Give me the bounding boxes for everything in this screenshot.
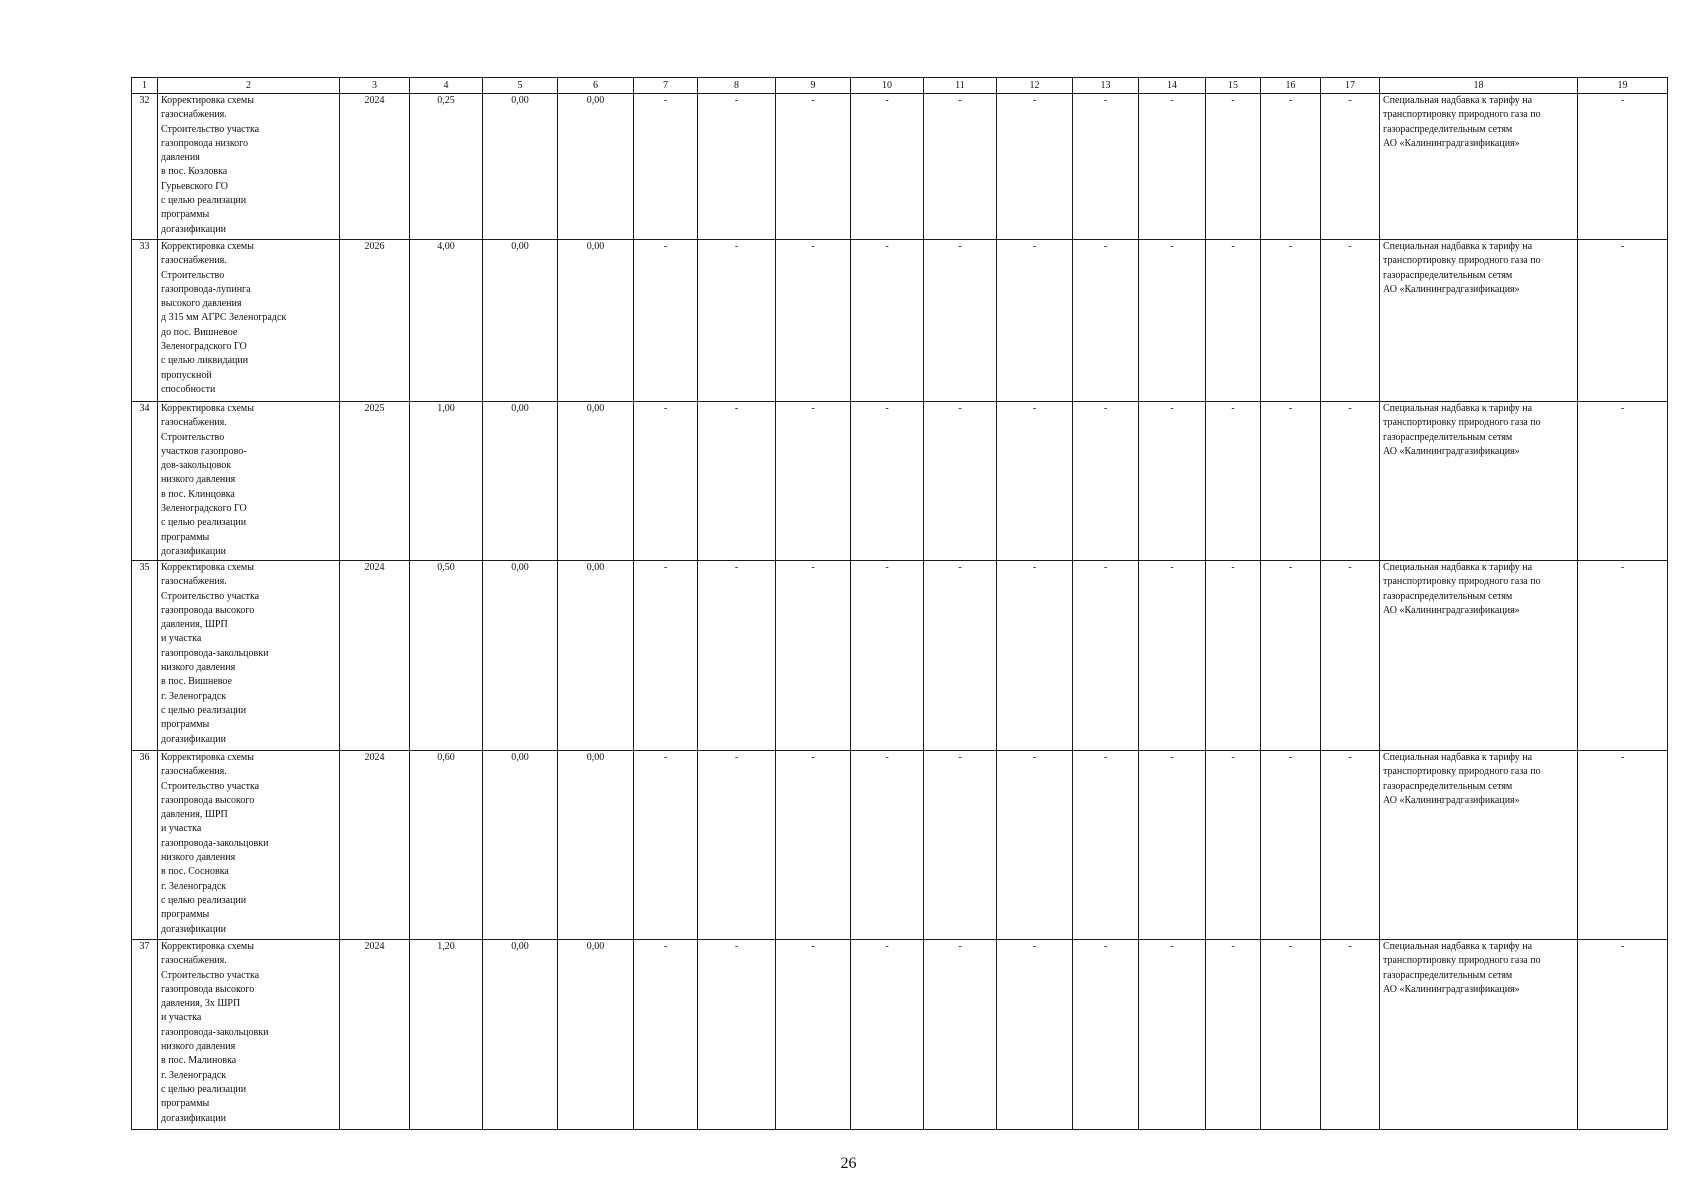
value-cell: - [698, 402, 776, 561]
value-cell: - [1073, 751, 1139, 940]
value-cell: - [776, 94, 851, 240]
value-cell: - [1261, 940, 1321, 1130]
header-row [132, 78, 1668, 94]
value-cell: - [1578, 402, 1668, 561]
value-cell: - [1206, 940, 1261, 1130]
value-cell: - [1206, 240, 1261, 402]
header-cell: 11 [924, 78, 997, 94]
value-cell: - [698, 751, 776, 940]
value-cell: 0,00 [558, 240, 634, 402]
value-cell: - [1073, 561, 1139, 751]
value-cell: - [1073, 940, 1139, 1130]
value-cell: 0,00 [483, 240, 558, 402]
value-cell: - [924, 240, 997, 402]
value-cell: - [1321, 240, 1380, 402]
year-cell: 2024 [340, 751, 410, 940]
funding-source: Специальная надбавка к тарифу на транспортировку природного газа по газораспределительным сетям АО «Калининградгазификация» [1380, 240, 1578, 402]
value-cell: - [1206, 94, 1261, 240]
value-cell: - [924, 94, 997, 240]
value-cell: 0,00 [483, 402, 558, 561]
value-cell: - [1206, 402, 1261, 561]
table-row [132, 561, 1668, 751]
header-cell: 1 [132, 78, 158, 94]
value-cell: - [1321, 561, 1380, 751]
header-cell: 15 [1206, 78, 1261, 94]
value-cell: - [1073, 240, 1139, 402]
value-cell: - [698, 940, 776, 1130]
value-cell: - [1139, 561, 1206, 751]
header-cell: 13 [1073, 78, 1139, 94]
table-row [132, 402, 1668, 561]
header-cell: 17 [1321, 78, 1380, 94]
value-cell: - [634, 402, 698, 561]
value-cell: - [1139, 240, 1206, 402]
value-cell: 0,00 [558, 402, 634, 561]
value-cell: - [634, 240, 698, 402]
value-cell: - [1139, 940, 1206, 1130]
project-name: Корректировка схемы газоснабжения. Строительство участка газопровода низкого давления в пос. Козловка Гурьевского ГО с целью реализации программы догазификации [158, 94, 340, 240]
table-row [132, 751, 1668, 940]
value-cell: - [634, 751, 698, 940]
value-cell: - [1261, 402, 1321, 561]
value-cell: - [997, 751, 1073, 940]
year-cell: 2024 [340, 940, 410, 1130]
value-cell: - [1073, 94, 1139, 240]
value-cell: - [1321, 940, 1380, 1130]
project-name: Корректировка схемы газоснабжения. Строительство участка газопровода высокого давления, ШРП и участка газопровода-закольцовки низкого давления в пос. Вишневое г. Зеленоградск с целью реализации программы догазификации [158, 561, 340, 751]
funding-source: Специальная надбавка к тарифу на транспортировку природного газа по газораспределительным сетям АО «Калининградгазификация» [1380, 751, 1578, 940]
header-cell: 19 [1578, 78, 1668, 94]
value-cell: - [851, 561, 924, 751]
value-cell: - [924, 402, 997, 561]
header-cell: 7 [634, 78, 698, 94]
header-cell: 9 [776, 78, 851, 94]
header-cell: 6 [558, 78, 634, 94]
value-cell: - [924, 751, 997, 940]
value-cell: - [851, 94, 924, 240]
value-cell: - [851, 940, 924, 1130]
table-header [132, 78, 1668, 94]
value-cell: 0,00 [558, 751, 634, 940]
value-cell: 0,00 [483, 940, 558, 1130]
funding-source: Специальная надбавка к тарифу на транспортировку природного газа по газораспределительным сетям АО «Калининградгазификация» [1380, 402, 1578, 561]
header-cell: 10 [851, 78, 924, 94]
value-cell: - [1261, 240, 1321, 402]
value-cell: - [1578, 94, 1668, 240]
value-cell: - [1321, 751, 1380, 940]
value-cell: 1,00 [410, 402, 483, 561]
value-cell: - [776, 940, 851, 1130]
year-cell: 2024 [340, 94, 410, 240]
value-cell: - [1578, 751, 1668, 940]
value-cell: - [1261, 751, 1321, 940]
row-number: 33 [132, 240, 158, 402]
funding-source: Специальная надбавка к тарифу на транспортировку природного газа по газораспределительным сетям АО «Калининградгазификация» [1380, 94, 1578, 240]
project-name: Корректировка схемы газоснабжения. Строительство участков газопрово- дов-закольцовок низкого давления в пос. Клинцовка Зеленоградского ГО с целью реализации программы догазификации [158, 402, 340, 561]
year-cell: 2026 [340, 240, 410, 402]
value-cell: - [1261, 94, 1321, 240]
table-row [132, 940, 1668, 1130]
value-cell: - [924, 940, 997, 1130]
header-cell: 18 [1380, 78, 1578, 94]
header-cell: 4 [410, 78, 483, 94]
project-name: Корректировка схемы газоснабжения. Строительство газопровода-лупинга высокого давления д 315 мм АГРС Зеленоградск до пос. Вишневое Зеленоградского ГО с целью ликвидации пропускной способности [158, 240, 340, 402]
row-number: 35 [132, 561, 158, 751]
value-cell: - [1321, 94, 1380, 240]
value-cell: - [997, 240, 1073, 402]
value-cell: - [776, 751, 851, 940]
value-cell: - [634, 561, 698, 751]
value-cell: - [1578, 940, 1668, 1130]
value-cell: - [997, 94, 1073, 240]
header-cell: 12 [997, 78, 1073, 94]
row-number: 37 [132, 940, 158, 1130]
value-cell: - [1139, 94, 1206, 240]
value-cell: - [1139, 402, 1206, 561]
page-number: 26 [840, 1155, 857, 1172]
project-name: Корректировка схемы газоснабжения. Строительство участка газопровода высокого давления, ШРП и участка газопровода-закольцовки низкого давления в пос. Сосновка г. Зеленоградск с целью реализации программы догазификации [158, 751, 340, 940]
value-cell: 0,00 [483, 94, 558, 240]
table-body [132, 94, 1668, 1130]
value-cell: - [698, 561, 776, 751]
row-number: 36 [132, 751, 158, 940]
header-cell: 8 [698, 78, 776, 94]
row-number: 34 [132, 402, 158, 561]
value-cell: - [1578, 561, 1668, 751]
value-cell: - [776, 402, 851, 561]
value-cell: 0,00 [558, 94, 634, 240]
investment-table [131, 77, 1668, 1130]
value-cell: - [634, 940, 698, 1130]
value-cell: - [1139, 751, 1206, 940]
value-cell: 4,00 [410, 240, 483, 402]
table-row [132, 94, 1668, 240]
value-cell: 0,00 [558, 561, 634, 751]
year-cell: 2024 [340, 561, 410, 751]
value-cell: - [1073, 402, 1139, 561]
value-cell: - [1321, 402, 1380, 561]
value-cell: - [698, 94, 776, 240]
header-cell: 14 [1139, 78, 1206, 94]
value-cell: - [997, 940, 1073, 1130]
value-cell: - [997, 402, 1073, 561]
value-cell: 0,00 [558, 940, 634, 1130]
value-cell: - [776, 240, 851, 402]
value-cell: - [851, 402, 924, 561]
value-cell: - [924, 561, 997, 751]
value-cell: - [1206, 751, 1261, 940]
header-cell: 3 [340, 78, 410, 94]
value-cell: 0,00 [483, 751, 558, 940]
value-cell: - [1578, 240, 1668, 402]
value-cell: - [776, 561, 851, 751]
value-cell: 1,20 [410, 940, 483, 1130]
value-cell: 0,25 [410, 94, 483, 240]
value-cell: - [997, 561, 1073, 751]
funding-source: Специальная надбавка к тарифу на транспортировку природного газа по газораспределительным сетям АО «Калининградгазификация» [1380, 940, 1578, 1130]
value-cell: 0,00 [483, 561, 558, 751]
project-name: Корректировка схемы газоснабжения. Строительство участка газопровода высокого давления, 3х ШРП и участка газопровода-закольцовки низкого давления в пос. Малиновка г. Зеленоградск с целью реализации программы догазификации [158, 940, 340, 1130]
header-cell: 5 [483, 78, 558, 94]
value-cell: - [851, 240, 924, 402]
header-cell: 2 [158, 78, 340, 94]
year-cell: 2025 [340, 402, 410, 561]
value-cell: - [851, 751, 924, 940]
table-row [132, 240, 1668, 402]
value-cell: 0,60 [410, 751, 483, 940]
funding-source: Специальная надбавка к тарифу на транспортировку природного газа по газораспределительным сетям АО «Калининградгазификация» [1380, 561, 1578, 751]
row-number: 32 [132, 94, 158, 240]
value-cell: - [698, 240, 776, 402]
value-cell: - [634, 94, 698, 240]
header-cell: 16 [1261, 78, 1321, 94]
value-cell: 0,50 [410, 561, 483, 751]
value-cell: - [1206, 561, 1261, 751]
value-cell: - [1261, 561, 1321, 751]
